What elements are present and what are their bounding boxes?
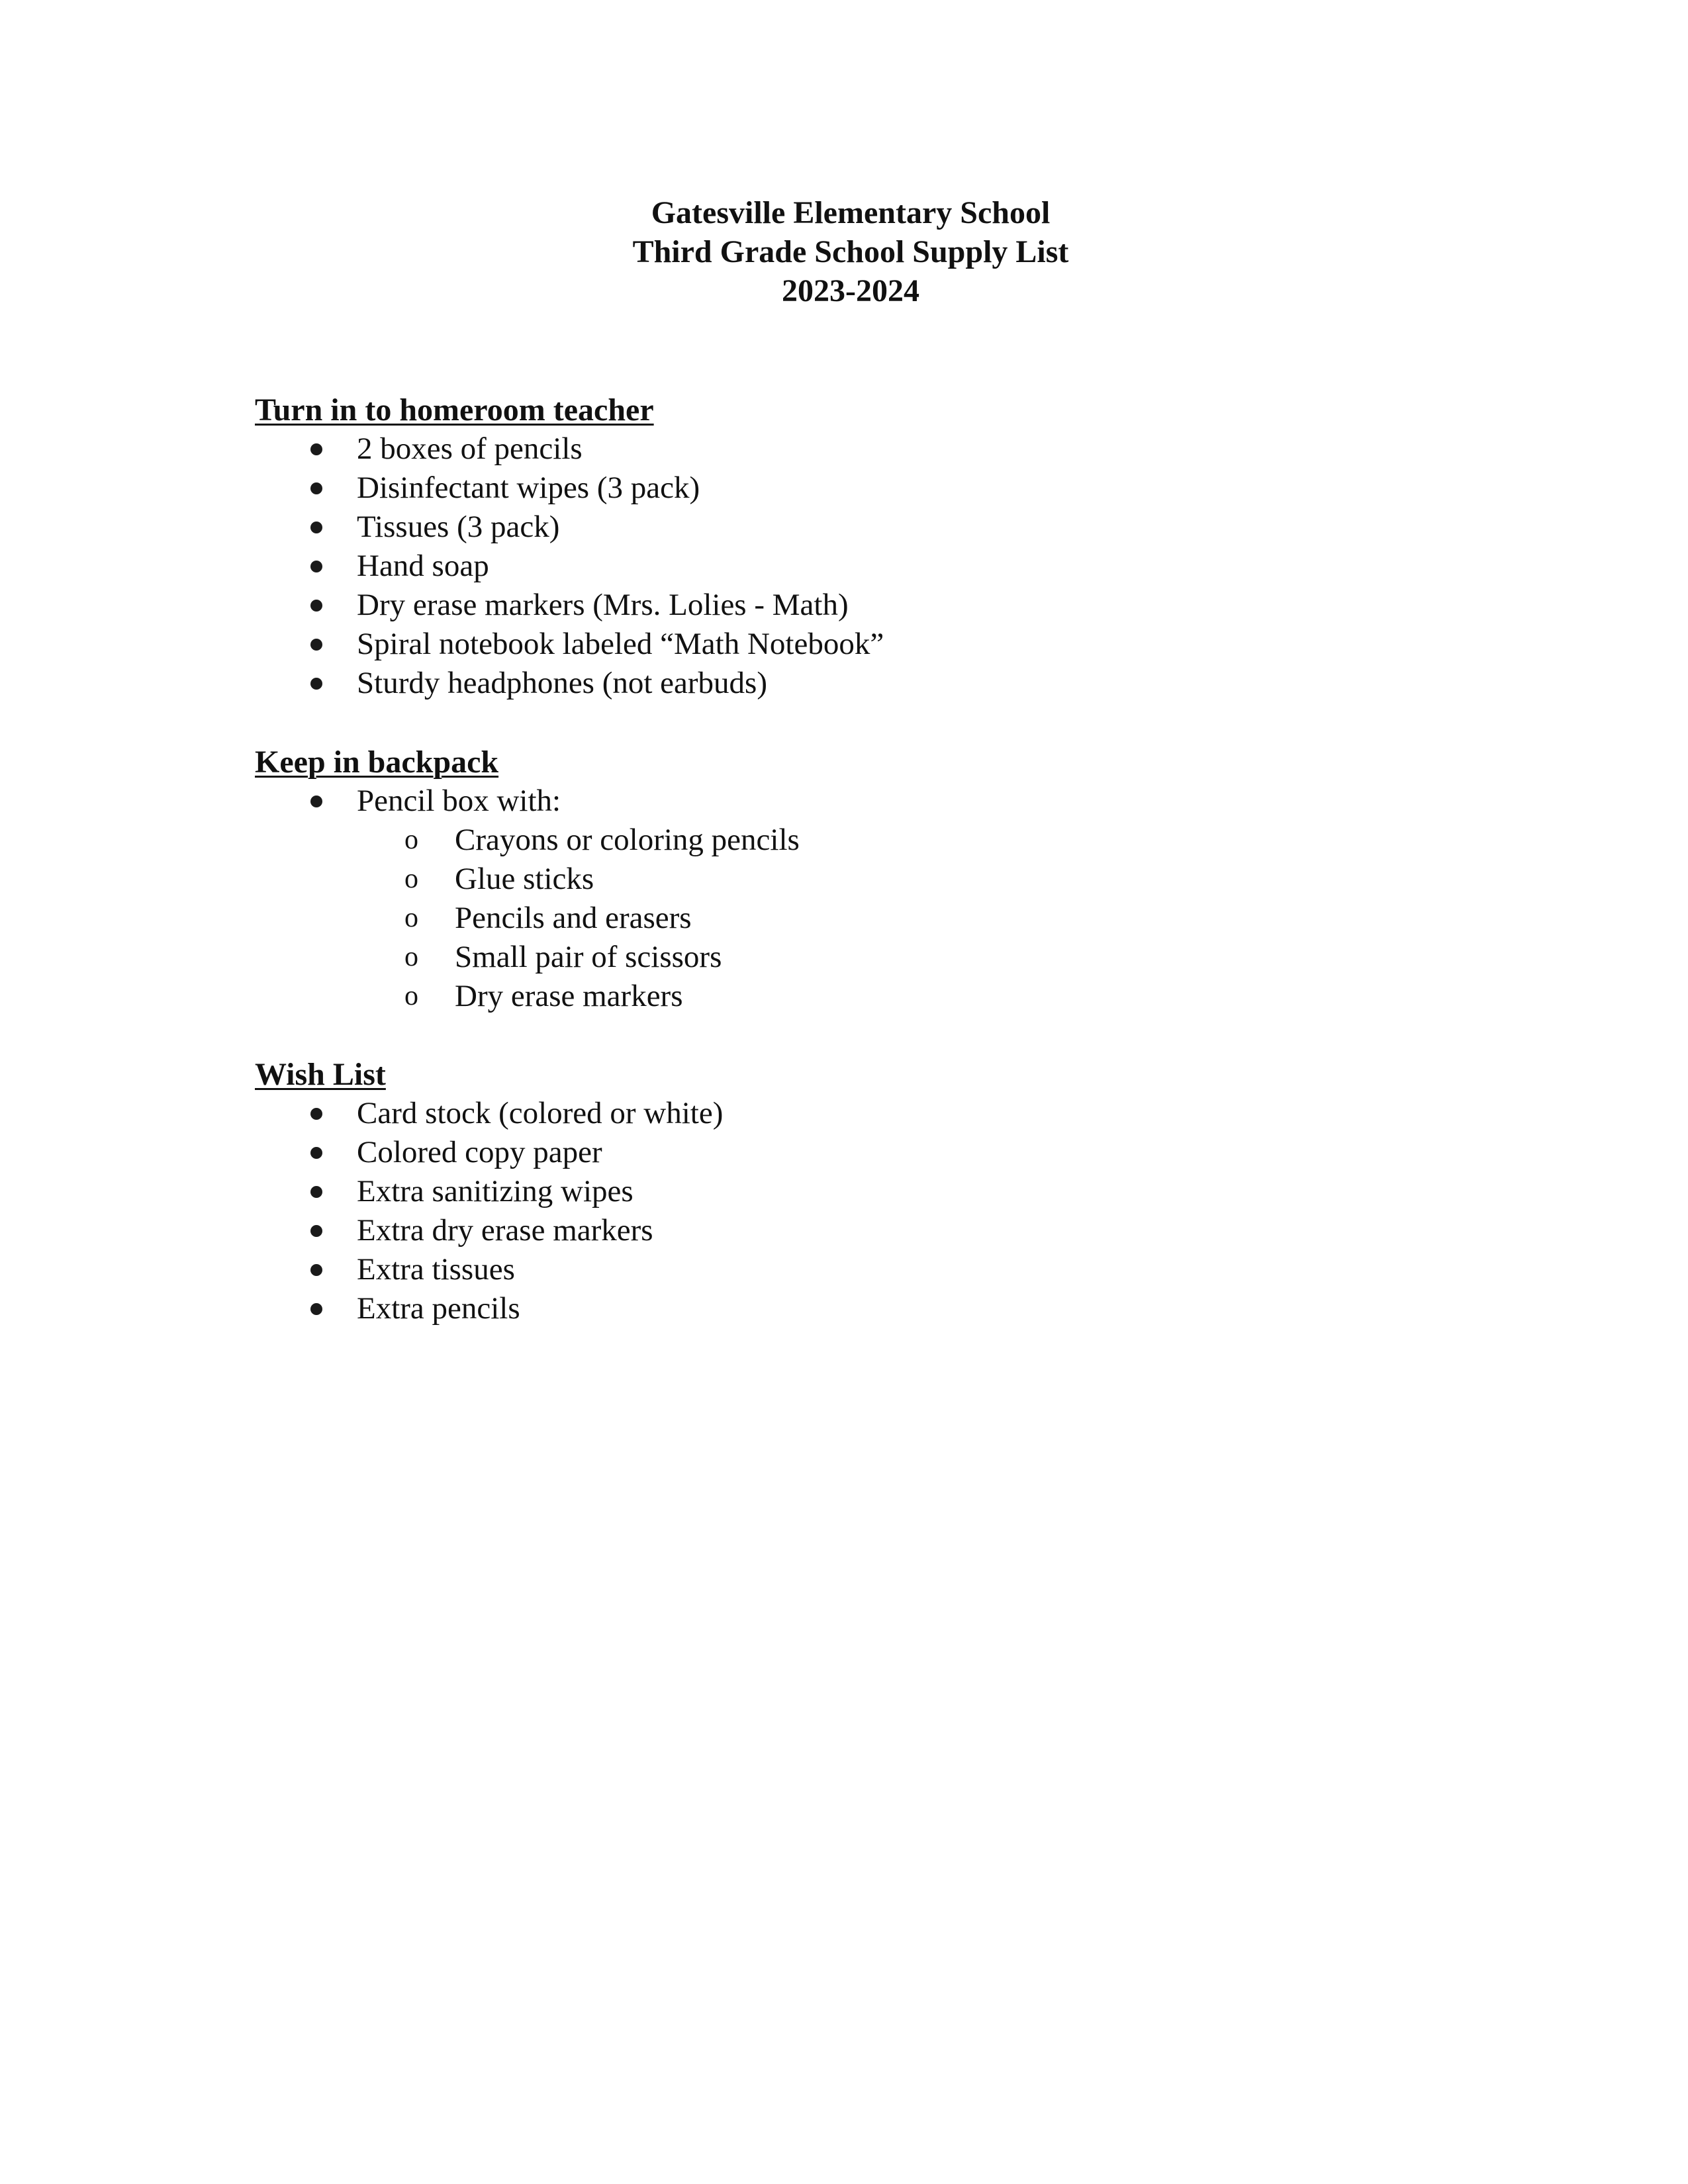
sub-list-item bbox=[255, 860, 1380, 899]
list-item bbox=[255, 586, 1380, 625]
bullet-icon bbox=[310, 443, 322, 455]
bullet-icon bbox=[310, 796, 322, 807]
list-item bbox=[255, 625, 1380, 664]
wishlist-list bbox=[255, 1094, 1380, 1328]
list-item-text: Sturdy headphones (not earbuds) bbox=[357, 666, 767, 700]
list-item bbox=[255, 664, 1380, 703]
section-backpack bbox=[255, 743, 1380, 1016]
bullet-icon bbox=[310, 1186, 322, 1198]
list-item bbox=[255, 1094, 1380, 1133]
list-item-text: Extra pencils bbox=[357, 1291, 520, 1326]
circle-bullet-icon: o bbox=[404, 942, 418, 972]
list-item bbox=[255, 782, 1380, 1016]
bullet-icon bbox=[310, 1147, 322, 1159]
bullet-icon bbox=[310, 678, 322, 690]
backpack-list bbox=[255, 782, 1380, 1016]
list-item bbox=[255, 1133, 1380, 1172]
bullet-icon bbox=[310, 561, 322, 572]
sub-list-item-text: Small pair of scissors bbox=[455, 940, 722, 974]
sub-list-item-text: Dry erase markers bbox=[455, 979, 683, 1013]
section-heading-wishlist: Wish List bbox=[255, 1057, 386, 1092]
list-item-text: Colored copy paper bbox=[357, 1135, 602, 1169]
sub-list-item bbox=[255, 821, 1380, 860]
sub-list-item-text: Pencils and erasers bbox=[455, 901, 692, 935]
list-item-text: Spiral notebook labeled “Math Notebook” bbox=[357, 627, 884, 661]
list-item-text: Extra tissues bbox=[357, 1252, 515, 1287]
list-item bbox=[255, 1211, 1380, 1250]
list-item bbox=[255, 1172, 1380, 1211]
list-item-text: Disinfectant wipes (3 pack) bbox=[357, 471, 700, 505]
document-header bbox=[0, 193, 1688, 310]
section-wishlist bbox=[255, 1055, 1380, 1328]
section-heading-homeroom: Turn in to homeroom teacher bbox=[255, 392, 654, 428]
bullet-icon bbox=[310, 600, 322, 612]
document-title: Third Grade School Supply List bbox=[632, 234, 1069, 269]
section-heading-backpack: Keep in backpack bbox=[255, 745, 499, 780]
list-item bbox=[255, 1289, 1380, 1328]
sub-list-item bbox=[255, 899, 1380, 938]
bullet-icon bbox=[310, 1264, 322, 1276]
circle-bullet-icon: o bbox=[404, 864, 418, 894]
bullet-icon bbox=[310, 522, 322, 533]
list-item-text: Tissues (3 pack) bbox=[357, 510, 560, 544]
list-item bbox=[255, 469, 1380, 508]
list-item bbox=[255, 508, 1380, 547]
list-item-text: 2 boxes of pencils bbox=[357, 432, 583, 466]
bullet-icon bbox=[310, 1108, 322, 1120]
sub-list-item-text: Crayons or coloring pencils bbox=[455, 823, 800, 857]
school-name: Gatesville Elementary School bbox=[651, 195, 1051, 230]
sub-list-item bbox=[255, 938, 1380, 977]
list-item bbox=[255, 547, 1380, 586]
sub-list-item bbox=[255, 977, 1380, 1016]
list-item-text: Hand soap bbox=[357, 549, 489, 583]
list-item-text: Extra dry erase markers bbox=[357, 1213, 653, 1248]
bullet-icon bbox=[310, 1303, 322, 1315]
list-item-text: Card stock (colored or white) bbox=[357, 1096, 724, 1130]
section-homeroom bbox=[255, 390, 1380, 703]
circle-bullet-icon: o bbox=[404, 825, 418, 855]
pencil-box-sublist bbox=[357, 821, 1380, 1016]
list-item bbox=[255, 1250, 1380, 1289]
bullet-icon bbox=[310, 639, 322, 651]
circle-bullet-icon: o bbox=[404, 981, 418, 1011]
list-item bbox=[255, 430, 1380, 469]
list-item-text: Extra sanitizing wipes bbox=[357, 1174, 633, 1208]
list-item-text: Pencil box with: bbox=[357, 784, 561, 818]
circle-bullet-icon: o bbox=[404, 903, 418, 933]
sub-list-item-text: Glue sticks bbox=[455, 862, 594, 896]
bullet-icon bbox=[310, 482, 322, 494]
bullet-icon bbox=[310, 1225, 322, 1237]
homeroom-list bbox=[255, 430, 1380, 703]
list-item-text: Dry erase markers (Mrs. Lolies - Math) bbox=[357, 588, 849, 622]
school-year: 2023-2024 bbox=[782, 273, 919, 308]
